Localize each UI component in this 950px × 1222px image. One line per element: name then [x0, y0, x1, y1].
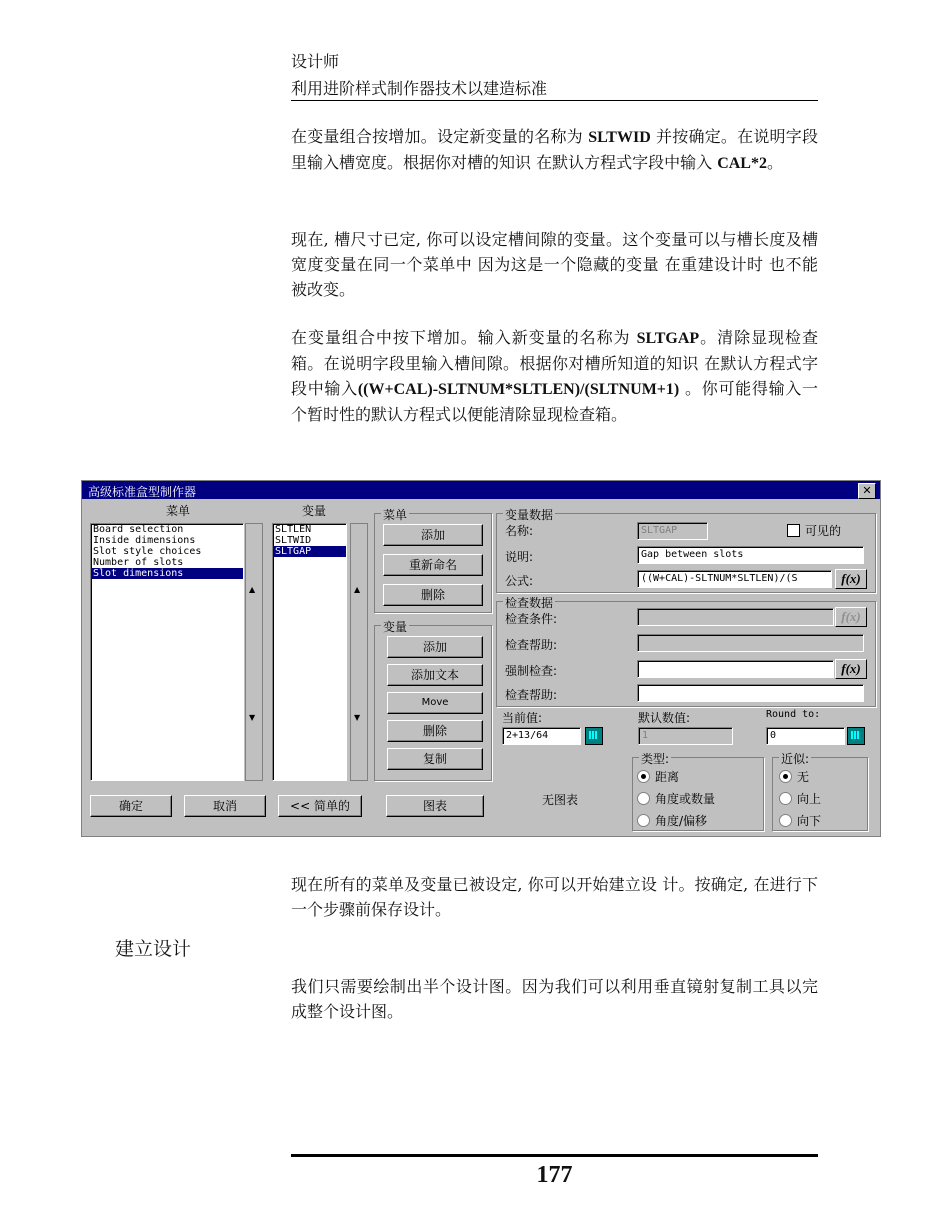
approx-radio-down[interactable] [779, 814, 792, 827]
calculator-icon[interactable] [847, 727, 865, 745]
approx-radio-up[interactable] [779, 792, 792, 805]
menu-rename-button[interactable]: 重新命名 [383, 554, 483, 576]
check-condition-field[interactable] [637, 608, 834, 626]
dialog-titlebar [82, 481, 880, 499]
close-icon[interactable]: ✕ [858, 483, 876, 499]
variable-group [374, 620, 492, 781]
menu-add-button[interactable]: 添加 [383, 524, 483, 546]
approximation-group [772, 752, 868, 831]
variable-delete-button[interactable]: 删除 [387, 720, 483, 742]
current-value-label: 当前值: [502, 711, 543, 725]
menu-delete-button[interactable]: 删除 [383, 584, 483, 606]
menu-list-item-selected[interactable]: Slot dimensions [91, 568, 243, 579]
paragraph-3: 在变量组合中按下增加。输入新变量的名称为 SLTGAP。清除显现检查箱。在说明字段里输入槽间隙。根据你对槽所知道的知识 在默认方程式字段中输入((W+CAL)-SLTNUM*SLTLEN)/(SLTNUM+1) 。你可能得输入一个暂时性的默认方程式以便能清除显现检查箱。 [291, 328, 818, 424]
visible-label: 可见的 [805, 524, 842, 538]
description-field[interactable]: Gap between slots [637, 546, 864, 564]
scroll-down-icon[interactable]: ▼ [249, 713, 256, 722]
scroll-up-icon[interactable]: ▲ [249, 585, 256, 594]
name-field[interactable]: SLTGAP [637, 522, 708, 540]
scroll-down-icon[interactable]: ▼ [354, 713, 361, 722]
formula-fx-button[interactable]: f(x) [835, 569, 867, 589]
variable-data-label: 变量数据 [505, 508, 554, 522]
header-rule [291, 100, 818, 101]
variable-group-label: 变量 [383, 620, 408, 634]
simple-mode-button[interactable]: << 简单的 [278, 795, 362, 817]
check-help-2-field[interactable] [637, 684, 864, 702]
type-option-label: 角度/偏移 [655, 814, 708, 828]
variable-list-item[interactable]: SLTWID [275, 535, 312, 546]
force-check-label: 强制检查: [505, 664, 558, 678]
footer-rule [291, 1154, 818, 1157]
calculator-icon[interactable] [585, 727, 603, 745]
formula-label: 公式: [505, 574, 534, 588]
header-title: 设计师 [291, 52, 340, 71]
type-group-label: 类型: [641, 752, 670, 766]
scroll-up-icon[interactable]: ▲ [354, 585, 361, 594]
menu-list-item[interactable]: Slot style choices [93, 546, 202, 557]
check-help-field[interactable] [637, 634, 864, 652]
check-data-group [496, 596, 876, 707]
type-radio-angle-offset[interactable] [637, 814, 650, 827]
variable-copy-button[interactable]: 复制 [387, 748, 483, 770]
check-condition-label: 检查条件: [505, 612, 558, 626]
current-value-field[interactable]: 2+13/64 [502, 727, 581, 745]
menu-column-label: 菜单 [166, 504, 191, 518]
menu-group-label: 菜单 [383, 508, 408, 522]
approx-radio-none[interactable] [779, 770, 792, 783]
variable-add-text-button[interactable]: 添加文本 [387, 664, 483, 686]
check-help-2-label: 检查帮助: [505, 688, 558, 702]
menu-group [374, 508, 492, 613]
default-value-label: 默认数值: [638, 711, 691, 725]
approx-option-label: 向上 [797, 792, 822, 806]
dialog-title: 高级标准盒型制作器 [88, 485, 197, 499]
cancel-button[interactable]: 取消 [184, 795, 266, 817]
approx-option-label: 向下 [797, 814, 822, 828]
variable-move-button[interactable]: Move [387, 692, 483, 714]
formula-field[interactable]: ((W+CAL)-SLTNUM*SLTLEN)/(S [637, 570, 832, 588]
variable-list-item-selected[interactable]: SLTGAP [273, 546, 346, 557]
approximation-group-label: 近似: [781, 752, 810, 766]
type-group [632, 752, 764, 831]
visible-checkbox[interactable] [787, 524, 800, 537]
force-check-fx-button[interactable]: f(x) [835, 659, 867, 679]
variable-column-label: 变量 [302, 504, 327, 518]
style-builder-dialog [81, 480, 881, 837]
paragraph-5: 我们只需要绘制出半个设计图。因为我们可以利用垂直镜射复制工具以完成整个设计图。 [291, 977, 818, 1021]
type-radio-angle-or-quantity[interactable] [637, 792, 650, 805]
check-data-label: 检查数据 [505, 596, 554, 610]
variable-add-button[interactable]: 添加 [387, 636, 483, 658]
approx-option-label: 无 [797, 770, 810, 784]
round-to-field[interactable]: 0 [766, 727, 845, 745]
menu-list[interactable] [90, 523, 244, 781]
description-label: 说明: [505, 550, 534, 564]
variable-list-scrollbar[interactable] [350, 523, 368, 781]
variable-data-group [496, 508, 876, 593]
variable-list[interactable] [272, 523, 347, 781]
type-option-label: 距离 [655, 770, 680, 784]
no-chart-label: 无图表 [542, 793, 579, 807]
header-subtitle: 利用进阶样式制作器技术以建造标准 [291, 79, 548, 98]
check-condition-fx-button[interactable]: f(x) [835, 607, 867, 627]
default-value-field[interactable]: 1 [638, 727, 733, 745]
name-label: 名称: [505, 524, 534, 538]
variable-list-item[interactable]: SLTLEN [275, 524, 312, 535]
page-number: 177 [536, 1162, 573, 1188]
menu-list-scrollbar[interactable] [245, 523, 263, 781]
paragraph-1: 在变量组合按增加。设定新变量的名称为 SLTWID 并按确定。在说明字段里输入槽宽度。根据你对槽的知识 在默认方程式字段中输入 CAL*2。 [291, 127, 818, 172]
menu-list-item[interactable]: Board selection [93, 524, 184, 535]
type-option-label: 角度或数量 [655, 792, 716, 806]
round-to-label: Round to: [766, 709, 821, 720]
paragraph-2: 现在, 槽尺寸已定, 你可以设定槽间隙的变量。这个变量可以与槽长度及槽宽度变量在同一个菜单中 因为这是一个隐藏的变量 在重建设计时 也不能被改变。 [291, 230, 818, 299]
ok-button[interactable]: 确定 [90, 795, 172, 817]
section-heading: 建立设计 [115, 938, 192, 960]
force-check-field[interactable] [637, 660, 834, 678]
menu-list-item[interactable]: Inside dimensions [93, 535, 196, 546]
chart-button[interactable]: 图表 [386, 795, 484, 817]
check-help-label: 检查帮助: [505, 638, 558, 652]
type-radio-distance[interactable] [637, 770, 650, 783]
menu-list-item[interactable]: Number of slots [93, 557, 184, 568]
paragraph-4: 现在所有的菜单及变量已被设定, 你可以开始建立设 计。按确定, 在进行下一个步骤前保存设计。 [291, 875, 818, 919]
